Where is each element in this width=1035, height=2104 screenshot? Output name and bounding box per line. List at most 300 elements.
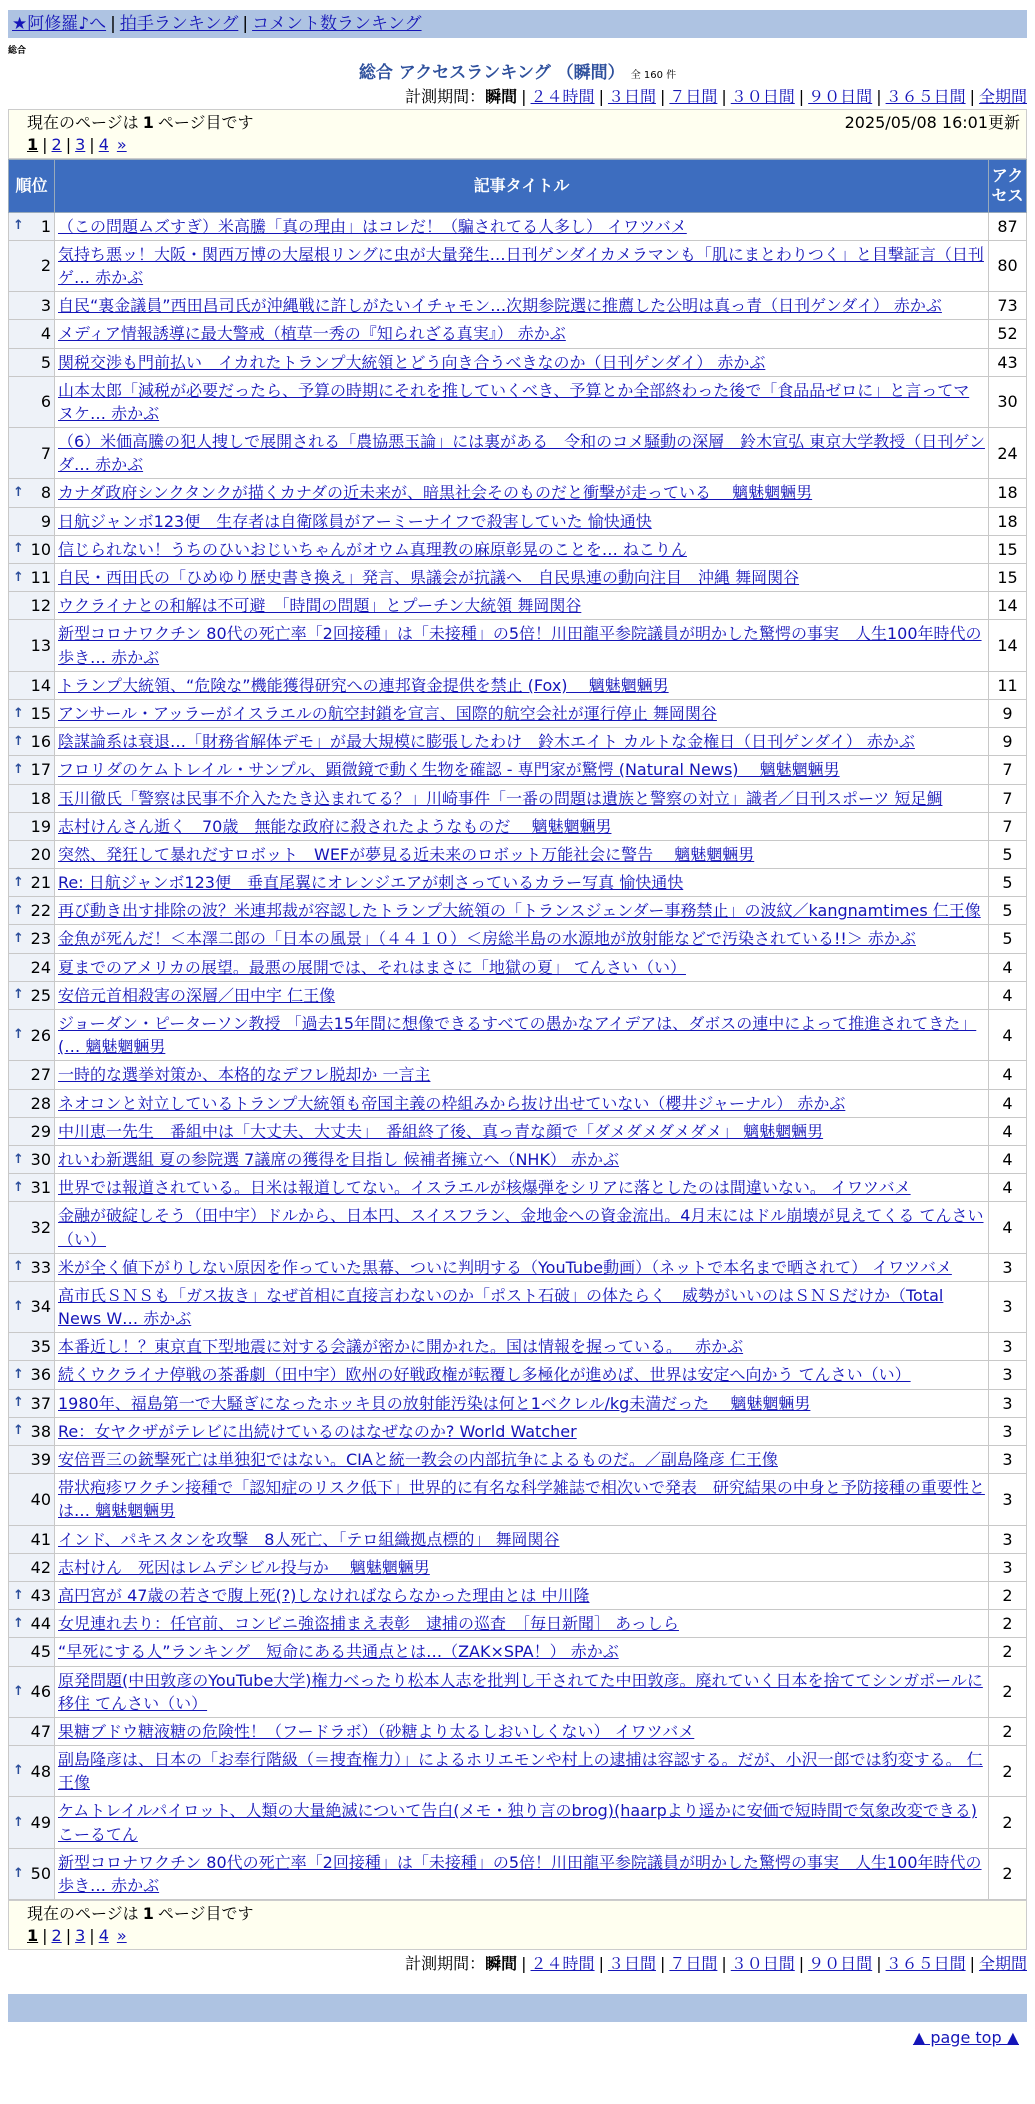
rank-number: 23 [30,929,51,949]
article-link[interactable]: 副島隆彦は、日本の「お奉行階級（＝捜査権力）」によるホリエモンや村上の逮捕は容認する。だが、小沢一郎では豹変する。 仁王像 [58,1750,983,1793]
rank-cell [9,348,55,376]
article-link[interactable]: 山本太郎「減税が必要だったら、予算の時期にそれを推していくべき、予算とか全部終わった後で「食品品ゼロに」と言ってマヌケ… 赤かぶ [58,380,970,423]
article-link[interactable]: ネオコンと対立しているトランプ大統領も帝国主義の枠組みから抜け出せていない（櫻井ジャーナル） 赤かぶ [58,1093,846,1113]
period-label: 計測期間： [405,1953,486,1973]
access-count: 3 [989,1525,1027,1553]
pager-separator: | [42,135,48,155]
title-cell [55,1848,989,1899]
rank-cell [9,699,55,727]
page-top-link[interactable]: ▲ page top ▲ [912,2027,1019,2047]
title-cell [55,564,989,592]
up-arrow-icon: ↑ [13,931,24,947]
table-row [9,620,1027,671]
access-count: 7 [989,756,1027,784]
access-count: 2 [989,1746,1027,1797]
title-cell [55,1281,989,1332]
rank-number: 49 [30,1813,51,1833]
pager-next-link[interactable]: » [116,1926,127,1946]
rank-cell [9,1446,55,1474]
page-top-area [8,2022,1027,2058]
rank-cell [9,1610,55,1638]
rank-number: 19 [30,816,51,836]
period-link[interactable]: ７日間 [669,1953,718,1973]
rank-number: 9 [40,511,51,531]
rank-number: 29 [30,1121,51,1141]
article-link[interactable]: 自民“裏金議員”西田昌司氏が沖縄戦に許しがたいイチャモン…次期参院選に推薦した公明は真っ青（日刊ゲンダイ） 赤かぶ [58,296,942,316]
period-separator: | [876,87,882,107]
rank-cell [9,1253,55,1281]
rank-number: 38 [30,1421,51,1441]
access-count: 9 [989,699,1027,727]
title-cell [55,981,989,1009]
title-cell [55,320,989,348]
up-arrow-icon: ↑ [13,1151,24,1167]
table-row [9,897,1027,925]
table-row [9,292,1027,320]
title-cell [55,1417,989,1445]
table-row [9,1474,1027,1525]
access-count: 30 [989,376,1027,427]
article-link[interactable]: 果糖ブドウ糖液糖の危険性！（フードラボ）（砂糖より太るしおいしくない） イワツバメ [58,1721,695,1741]
pager-page-link[interactable]: 4 [98,135,109,155]
article-link[interactable]: 新型コロナワクチン 80代の死亡率「2回接種」は「未接種」の5倍！川田龍平参院議員が明かした驚愕の事実 人生100年時代の歩き… 赤かぶ [58,1852,982,1895]
access-count: 5 [989,869,1027,897]
title-cell [55,756,989,784]
article-link[interactable]: 安倍晋三の銃撃死亡は単独犯ではない。CIAと統一教会の内部抗争によるものだ。／副島隆彦 仁王像 [58,1450,778,1469]
title-cell [55,784,989,812]
period-link[interactable]: ３日間 [607,87,656,107]
rank-cell [9,1797,55,1848]
rank-cell [9,212,55,240]
table-row [9,953,1027,981]
article-link[interactable]: 志村けん 死因はレムデシビル投与か 魑魅魍魎男 [58,1557,430,1577]
access-count: 14 [989,592,1027,620]
rank-number: 40 [30,1489,51,1509]
article-link[interactable]: 世界では報道されている。日米は報道してない。イスラエルが核爆弾をシリアに落としたのは間違いない。 イワツバメ [58,1178,911,1198]
rank-number: 41 [30,1529,51,1549]
article-link[interactable]: 志村けんさん逝く 70歳 無能な政府に殺されたようなものだ 魑魅魍魎男 [58,816,612,836]
up-arrow-icon: ↑ [13,1367,24,1383]
rank-number: 33 [30,1257,51,1277]
pager-separator: | [89,1926,95,1946]
rank-cell [9,840,55,868]
pager-separator: | [65,135,72,155]
pager-status-row [27,1904,1020,1923]
access-count: 9 [989,728,1027,756]
table-row [9,1281,1027,1332]
table-row [9,1089,1027,1117]
access-count: 3 [989,1361,1027,1389]
ranking-table [8,159,1027,1901]
article-link[interactable]: 金融が破綻しそう（田中宇）ドルから、日本円、スイスフラン、金地金への資金流出。4月末にはドル崩壊が見えてくる てんさい（い） [58,1206,984,1249]
access-count: 11 [989,671,1027,699]
rank-cell [9,1581,55,1609]
access-count: 5 [989,897,1027,925]
pager-text: 現在のページは [27,1904,139,1924]
article-link[interactable]: 自民・西田氏の「ひめゆり歴史書き換え」発言、県議会が抗議へ 自民県連の動向注目 沖縄 舞岡関谷 [58,568,800,587]
rank-number: 7 [40,443,51,463]
access-count: 4 [989,953,1027,981]
article-link[interactable]: 夏までのアメリカの展望。最悪の展開では、それはまさに「地獄の夏」 てんさい（い） [58,957,686,977]
article-link[interactable]: （この問題ムズすぎ）米高騰「真の理由」はコレだ！（騙されてる人多し） イワツバメ [58,216,687,236]
title-cell [55,592,989,620]
title-cell [55,1717,989,1745]
article-link[interactable]: 再び動き出す排除の波？米連邦裁が容認したトランプ大統領の「トランスジェンダー事務禁止」の波紋／kangnamtimes 仁王像 [58,901,981,921]
rank-cell [9,535,55,563]
access-count: 52 [989,320,1027,348]
title-cell [55,1666,989,1717]
up-arrow-icon: ↑ [13,705,24,721]
period-label: 計測期間： [405,87,486,107]
period-link[interactable]: ３６５日間 [885,87,966,107]
article-link[interactable]: 安倍元首相殺害の深層／田中宇 仁王像 [58,985,336,1005]
access-count: 43 [989,348,1027,376]
title-cell [55,1525,989,1553]
up-arrow-icon: ↑ [13,218,24,234]
title-cell [55,620,989,671]
rank-cell [9,428,55,479]
article-link[interactable]: 新型コロナワクチン 80代の死亡率「2回接種」は「未接種」の5倍！川田龍平参院議員が明かした驚愕の事実 人生100年時代の歩き… 赤かぶ [58,624,982,667]
article-link[interactable]: Re: 日航ジャンボ123便 垂直尾翼にオレンジエアが刺さっているカラー写真 愉快通快 [58,873,684,893]
access-count: 3 [989,1253,1027,1281]
rank-number: 28 [30,1093,51,1113]
title-cell [55,1746,989,1797]
article-link[interactable]: 中川恵一先生 番組中は「大丈夫、大丈夫」 番組終了後、真っ青な顔で「ダメダメダメダメ」 魑魅魍魎男 [58,1121,824,1141]
rank-number: 32 [30,1217,51,1237]
rank-cell [9,1361,55,1389]
access-count: 2 [989,1848,1027,1899]
up-arrow-icon: ↑ [13,1814,24,1830]
up-arrow-icon: ↑ [13,1027,24,1043]
rank-cell [9,1174,55,1202]
article-link[interactable]: 一時的な選挙対策か、本格的なデフレ脱却か 一言主 [58,1065,431,1085]
title-cell [55,1610,989,1638]
article-link[interactable]: ケムトレイルパイロット、人類の大量絶滅について告白(メモ・独り言のbrog)(haarpより遥かに安価で短時間で気象改変できる) こーるてん [58,1801,977,1844]
rank-number: 3 [40,296,51,316]
access-count: 4 [989,1202,1027,1253]
title-cell [55,348,989,376]
rank-cell [9,507,55,535]
rank-cell [9,1010,55,1061]
access-count: 3 [989,1389,1027,1417]
article-link[interactable]: 日航ジャンボ123便 生存者は自衛隊員がアーミーナイフで殺害していた 愉快通快 [58,511,652,531]
pager-page-link[interactable]: 4 [98,1926,109,1946]
rank-number: 16 [30,732,51,752]
pager-top [8,109,1027,158]
clap-ranking-link[interactable]: 拍手ランキング [119,13,239,34]
article-link[interactable]: トランプ大統領、“危険な”機能獲得研究への連邦資金提供を禁止 (Fox) 魑魅魍魎男 [58,675,669,695]
up-arrow-icon: ↑ [13,541,24,557]
pager-separator: | [42,1926,48,1946]
article-link[interactable]: 高円宮が 47歳の若さで腹上死(?)しなければならなかった理由とは 中川隆 [58,1585,590,1605]
up-arrow-icon: ↑ [13,1763,24,1779]
rank-number: 17 [30,760,51,780]
table-row [9,1389,1027,1417]
article-link[interactable]: （6）米価高騰の犯人捜しで展開される「農協悪玉論」には裏がある 令和のコメ騒動の深層 鈴木宣弘 東京大学教授（日刊ゲンダ… 赤かぶ [58,432,985,475]
article-link[interactable]: メディア情報誘導に最大警戒（植草一秀の『知られざる真実』） 赤かぶ [58,324,566,344]
article-link[interactable]: 信じられない！うちのひいおじいちゃんがオウム真理教の麻原彰晃のことを… ねこりん [58,539,687,559]
up-arrow-icon: ↑ [13,1587,24,1603]
period-link[interactable]: ３０日間 [730,87,795,107]
period-selector-bottom [8,1954,1027,1976]
period-link[interactable]: 全期間 [978,1953,1027,1973]
rank-cell [9,564,55,592]
article-link[interactable]: ウクライナとの和解は不可避 「時間の問題」とプーチン大統領 舞岡関谷 [58,596,582,616]
rank-cell [9,784,55,812]
article-link[interactable]: 突然、発狂して暴れだすロボット WEFが夢見る近未来のロボット万能社会に警告 魑魅魍魎男 [58,844,755,864]
rank-number: 11 [30,568,51,587]
period-current: 瞬間 [485,1953,518,1973]
article-link[interactable]: インド、パキスタンを攻撃 8人死亡、「テロ組織拠点標的」 舞岡関谷 [58,1529,560,1549]
article-link[interactable]: アンサール・アッラーがイスラエルの航空封鎖を宣言、国際的航空会社が運行停止 舞岡関谷 [58,703,717,723]
title-cell [55,376,989,427]
pager-bottom [8,1900,1027,1949]
table-row [9,699,1027,727]
period-link[interactable]: ７日間 [669,87,718,107]
pager-current-number: 1 [142,113,154,133]
period-link[interactable]: ９０日間 [808,87,873,107]
page-title [8,63,1027,83]
rank-number: 21 [30,873,51,893]
up-arrow-icon: ↑ [13,987,24,1003]
article-link[interactable]: 金魚が死んだ！＜本澤二郎の「日本の風景」（４４１０）＜房総半島の水源地が放射能などで汚染されている!!＞ 赤かぶ [58,929,916,949]
table-row [9,869,1027,897]
up-arrow-icon: ↑ [13,1683,24,1699]
pager-page-link[interactable]: 2 [51,135,62,155]
title-cell [55,1638,989,1666]
article-link[interactable]: 帯状疱疹ワクチン接種で「認知症のリスク低下」世界的に有名な科学雑誌で相次いで発表 研究結果の中身と予防接種の重要性とは… 魑魅魍魎男 [58,1478,985,1521]
up-arrow-icon: ↑ [13,1179,24,1195]
access-count: 2 [989,1610,1027,1638]
period-link[interactable]: 全期間 [978,87,1027,107]
period-link[interactable]: ９０日間 [808,1953,873,1973]
table-row [9,1746,1027,1797]
up-arrow-icon: ↑ [13,1259,24,1275]
pager-separator: | [65,1926,72,1946]
rank-cell [9,592,55,620]
pager-current-number: 1 [142,1904,154,1924]
rank-cell [9,1848,55,1899]
access-count: 2 [989,1638,1027,1666]
access-count: 15 [989,535,1027,563]
nav-separator: | [242,13,249,34]
article-link[interactable]: 関税交渉も門前払い イカれたトランプ大統領とどう向き合うべきなのか（日刊ゲンダイ） 赤かぶ [58,352,766,372]
pager-page-current: 1 [27,1926,39,1946]
access-count: 3 [989,1333,1027,1361]
rank-cell [9,728,55,756]
rank-cell [9,376,55,427]
rank-cell [9,1145,55,1173]
title-cell [55,240,989,291]
comment-ranking-link[interactable]: コメント数ランキング [252,13,422,34]
article-link[interactable]: カナダ政府シンクタンクが描くカナダの近未来が、暗黒社会そのものだと衝撃が走っている 魑魅魍魎男 [58,483,813,503]
rank-cell [9,1417,55,1445]
rank-number: 6 [40,392,51,412]
rank-number: 46 [30,1682,51,1702]
access-count: 4 [989,1061,1027,1089]
period-current: 瞬間 [485,87,518,107]
table-row [9,1666,1027,1717]
table-row [9,728,1027,756]
bottom-bar [8,1994,1027,2022]
rank-number: 14 [30,675,51,695]
article-link[interactable]: ジョーダン・ピーターソン教授 「過去15年間に想像できるすべての愚かなアイデアは、ダボスの連中によって推進されてきた」(… 魑魅魍魎男 [58,1014,977,1057]
up-arrow-icon: ↑ [13,903,24,919]
title-cell [55,812,989,840]
period-separator: | [721,1953,727,1973]
rank-cell [9,620,55,671]
period-separator: | [798,1953,805,1973]
article-link[interactable]: “早死にする人”ランキング 短命にある共通点とは…（ZAK×SPA！） 赤かぶ [58,1642,619,1662]
rank-number: 48 [30,1761,51,1781]
table-row [9,812,1027,840]
article-link[interactable]: 玉川徹氏「警察は民事不介入たたき込まれてる？」川崎事件「一番の問題は遺族と警察の対立」識者／日刊スポーツ 短足鯛 [58,788,943,808]
up-arrow-icon: ↑ [13,1615,24,1631]
rank-cell [9,479,55,507]
pager-page-link[interactable]: 3 [75,135,86,155]
period-link[interactable]: ２４時間 [530,1953,595,1973]
rank-number: 34 [30,1297,51,1317]
table-row [9,1797,1027,1848]
header-title: 記事タイトル [55,159,989,212]
rank-cell [9,756,55,784]
rank-number: 24 [30,957,51,977]
home-link[interactable]: ★阿修羅♪へ [12,13,107,34]
rank-cell [9,869,55,897]
up-arrow-icon: ↑ [13,1395,24,1411]
article-link[interactable]: 1980年、福島第一で大騒ぎになったホッキ貝の放射能汚染は何と1ベクレル/kg未満だった 魑魅魍魎男 [58,1393,811,1413]
rank-cell [9,1638,55,1666]
table-row [9,428,1027,479]
rank-number: 25 [30,985,51,1005]
pager-links [27,1926,1020,1945]
pager-page-link[interactable]: 2 [51,1926,62,1946]
table-row [9,1361,1027,1389]
title-cell [55,728,989,756]
pager-status [27,1904,254,1923]
access-count: 7 [989,784,1027,812]
rank-number: 10 [30,539,51,559]
pager-status-row [27,113,1020,132]
period-link[interactable]: ３０日間 [730,1953,795,1973]
rank-cell [9,1281,55,1332]
rank-number: 13 [30,635,51,655]
title-cell [55,1446,989,1474]
title-cell [55,1474,989,1525]
title-cell [55,1061,989,1089]
article-link[interactable]: 陰謀論系は衰退…「財務省解体デモ」が最大規模に膨張したわけ 鈴木エイト カルトな金権日（日刊ゲンダイ） 赤かぶ [58,732,915,752]
article-link[interactable]: 高市氏ＳＮＳも「ガス抜き」なぜ首相に直接言わないのか「ポスト石破」の体たらく 威勢がいいのはＳＮＳだけか（Total News W… 赤かぶ [58,1285,944,1329]
title-cell [55,428,989,479]
article-link[interactable]: 原発問題(中田敦彦のYouTube大学)権力べったり松本人志を批判し干されてた中田敦彦。廃れていく日本を捨ててシンガポールに移住 てんさい（い） [58,1670,983,1713]
article-link[interactable]: Re：女ヤクザがテレビに出続けているのはなぜなのか? World Watcher [58,1421,577,1441]
table-row [9,756,1027,784]
rank-number: 42 [30,1557,51,1577]
access-count: 80 [989,240,1027,291]
table-header-row [9,159,1027,212]
rank-cell [9,1389,55,1417]
rank-number: 30 [30,1149,51,1169]
up-arrow-icon: ↑ [13,1866,24,1882]
rank-number: 31 [30,1178,51,1198]
period-separator: | [521,1953,527,1973]
rank-number: 12 [30,596,51,616]
article-link[interactable]: れいわ新選組 夏の参院選 7議席の獲得を目指し 候補者擁立へ（NHK） 赤かぶ [58,1149,620,1169]
pager-text: ページ目です [157,113,254,133]
title-cell [55,1581,989,1609]
rank-cell [9,320,55,348]
title-cell [55,507,989,535]
access-count: 7 [989,812,1027,840]
top-nav-bar [8,10,1027,38]
access-count: 3 [989,1553,1027,1581]
table-row [9,1061,1027,1089]
pager-page-link[interactable]: 3 [75,1926,86,1946]
article-link[interactable]: 続くウクライナ停戦の茶番劇（田中宇）欧州の好戦政権が転覆し多極化が進めば、世界は安定へ向かう てんさい（い） [58,1365,911,1385]
rank-number: 20 [30,844,51,864]
rank-number: 22 [30,901,51,921]
table-row [9,1553,1027,1581]
article-link[interactable]: 米が全く値下がりしない原因を作っていた黒幕、ついに判明する（YouTube動画）（ネットで本名まで晒されて） イワツバメ [58,1257,952,1277]
access-count: 4 [989,1174,1027,1202]
period-link[interactable]: ３６５日間 [885,1953,966,1973]
table-row [9,1638,1027,1666]
article-link[interactable]: 本番近し！？東京直下型地震に対する会議が密かに開かれた。国は情報を握っている。 赤かぶ [58,1337,744,1357]
rank-number: 37 [30,1393,51,1413]
up-arrow-icon: ↑ [13,1423,24,1439]
rank-number: 35 [30,1337,51,1357]
rank-number: 4 [40,324,51,344]
up-arrow-icon: ↑ [13,1299,24,1315]
access-count: 24 [989,428,1027,479]
rank-cell [9,925,55,953]
period-separator: | [598,1953,604,1973]
period-separator: | [521,87,527,107]
access-count: 3 [989,1446,1027,1474]
article-link[interactable]: フロリダのケムトレイル・サンプル、顕微鏡で動く生物を確認 - 専門家が驚愕 (Natural News) 魑魅魍魎男 [58,760,840,780]
table-row [9,784,1027,812]
pager-next-link[interactable]: » [116,135,127,155]
rank-number: 1 [40,216,51,236]
table-row [9,376,1027,427]
title-cell [55,1553,989,1581]
period-separator: | [969,87,975,107]
header-access: アクセス [989,159,1027,212]
up-arrow-icon: ↑ [13,762,24,778]
rank-cell [9,1553,55,1581]
title-cell [55,869,989,897]
title-cell [55,1117,989,1145]
table-row [9,348,1027,376]
period-link[interactable]: ２４時間 [530,87,595,107]
title-cell [55,479,989,507]
period-link[interactable]: ３日間 [607,1953,656,1973]
table-row [9,320,1027,348]
title-cell [55,1389,989,1417]
pager-text: 現在のページは [27,113,139,133]
table-row [9,1253,1027,1281]
title-cell [55,1361,989,1389]
title-cell [55,1145,989,1173]
title-cell [55,535,989,563]
pager-links [27,135,1020,154]
table-row [9,981,1027,1009]
access-count: 3 [989,1281,1027,1332]
article-link[interactable]: 気持ち悪ッ！大阪・関西万博の大屋根リングに虫が大量発生…日刊ゲンダイカメラマンも「肌にまとわりつく」と目撃証言（日刊ゲ… 赤かぶ [58,244,984,287]
up-arrow-icon: ↑ [13,874,24,890]
title-cell [55,1174,989,1202]
article-link[interactable]: 女児連れ去り：任官前、コンビニ強盗捕まえ表彰 逮捕の巡査 ［毎日新聞］ あっしら [58,1614,679,1634]
